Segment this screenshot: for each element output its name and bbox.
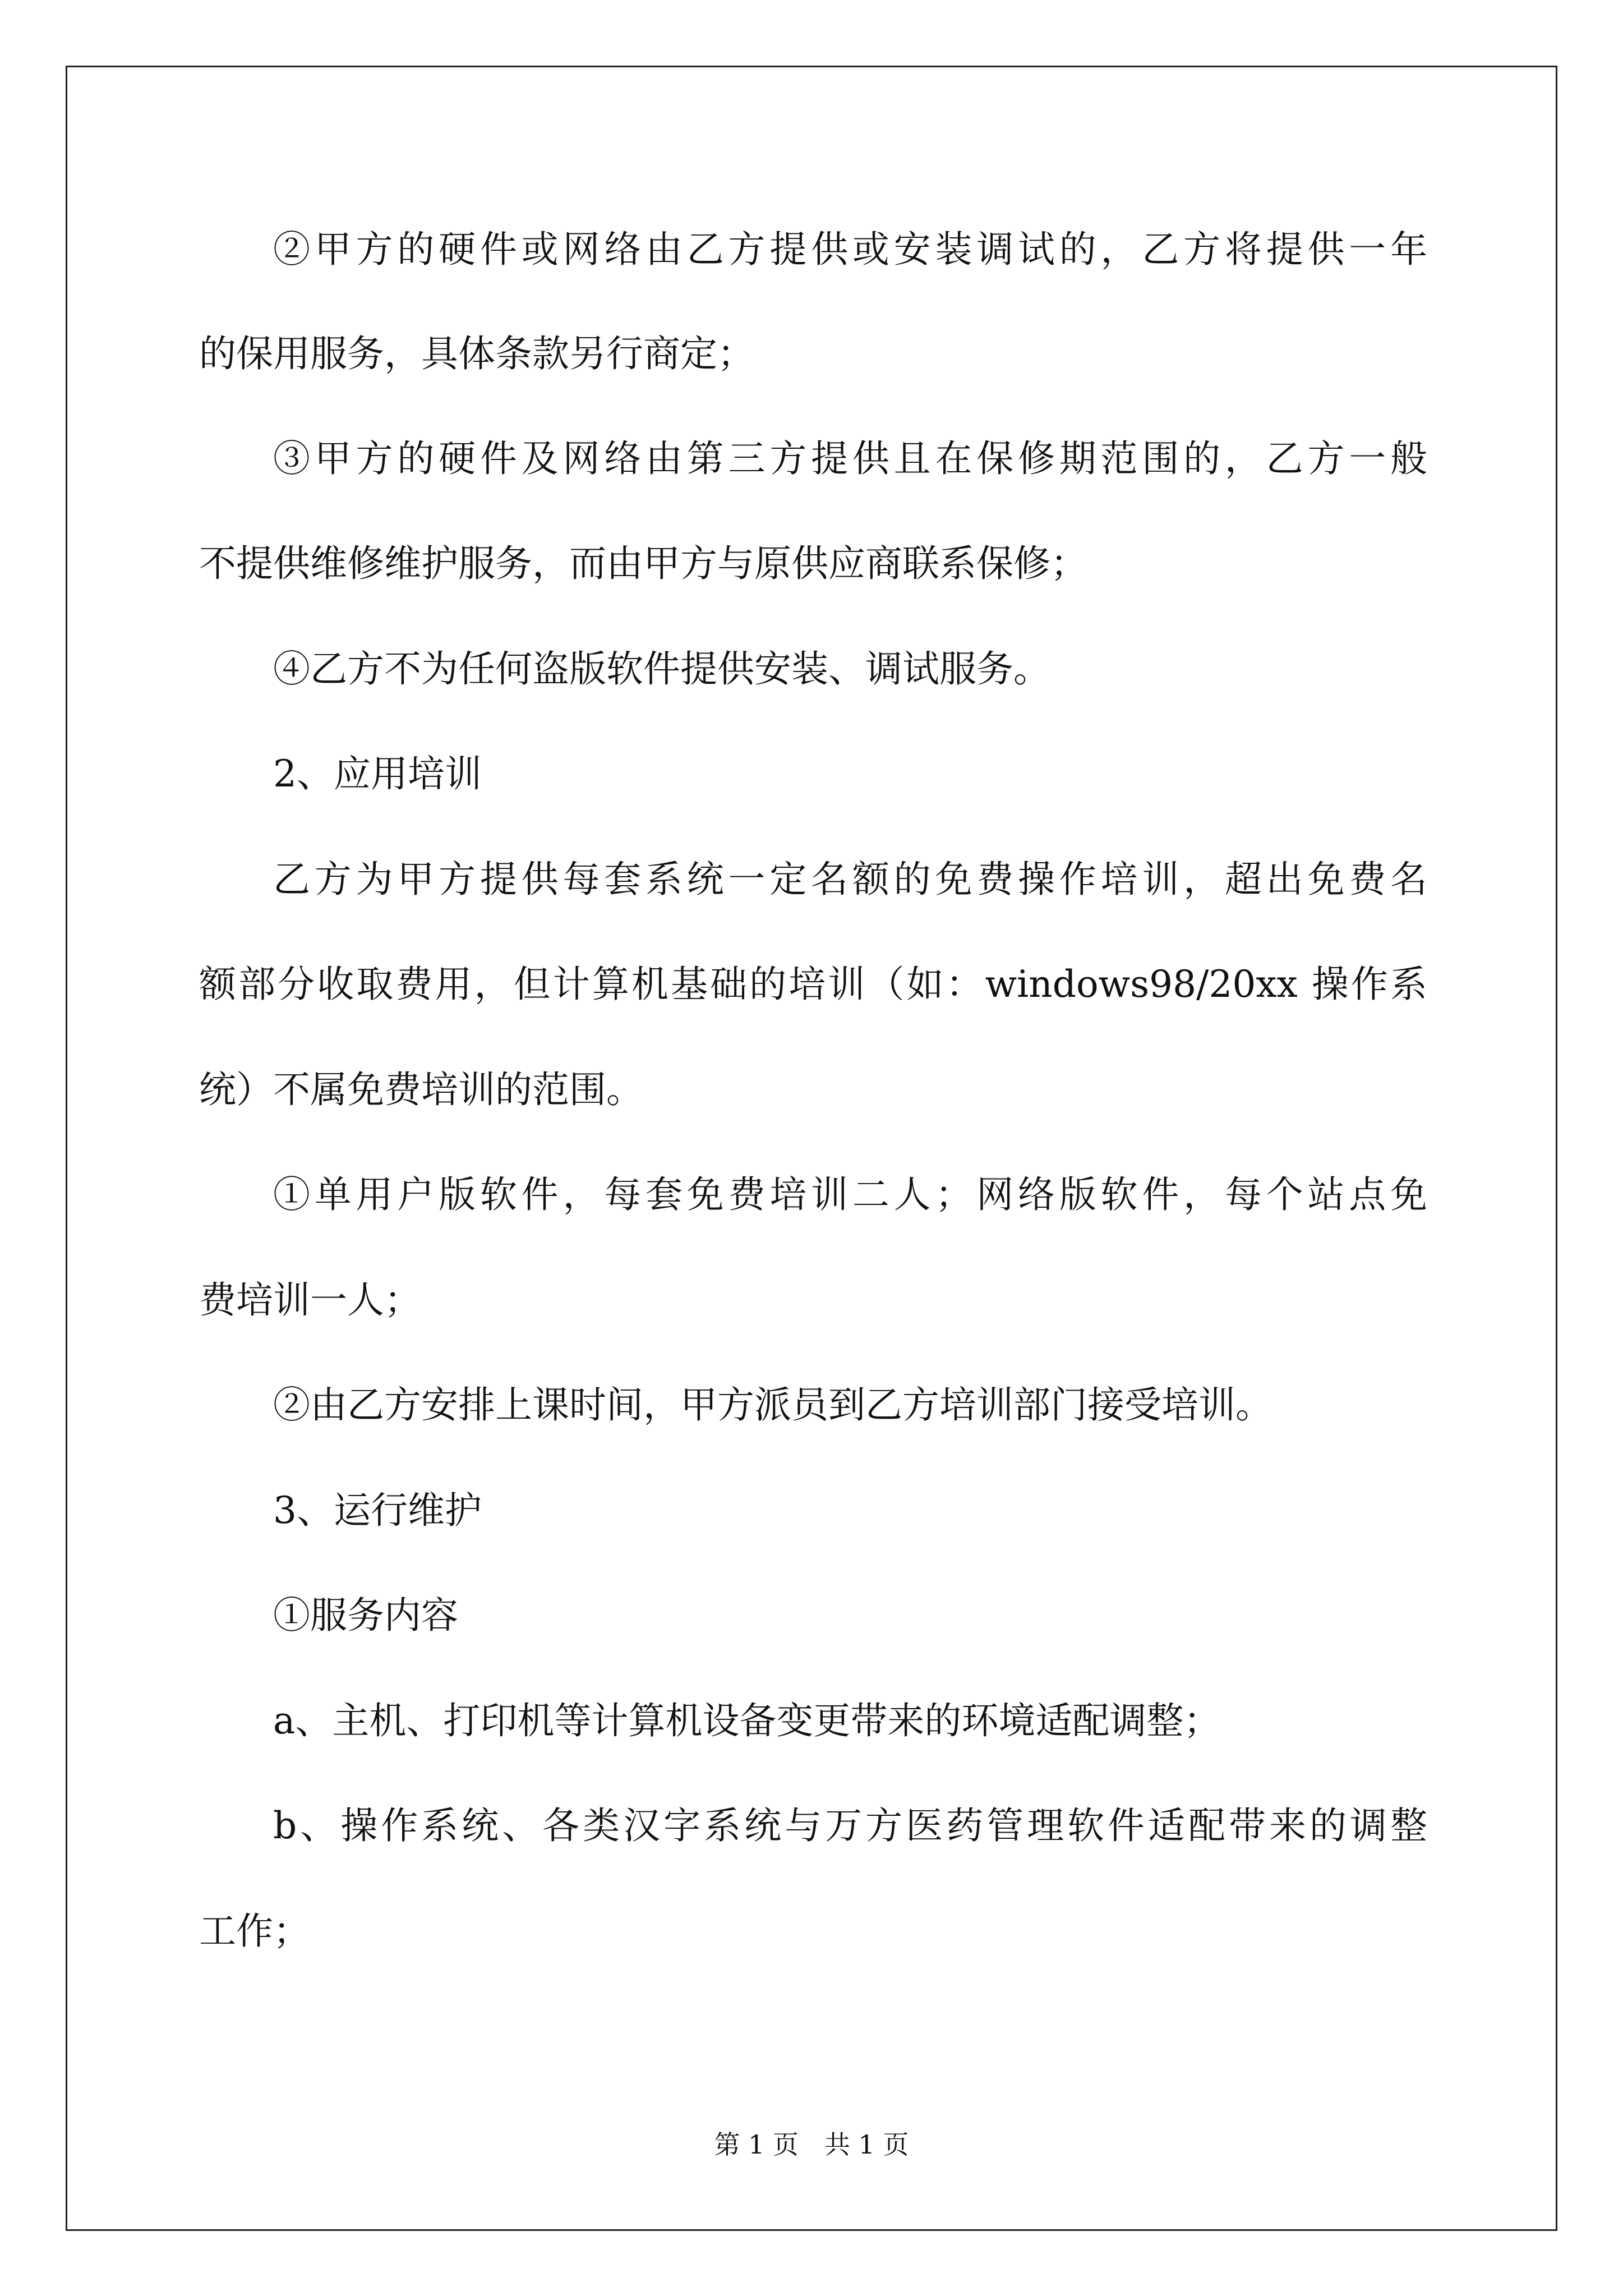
- text-line: 费培训一人；: [199, 1278, 421, 1322]
- text-line: ②由乙方安排上课时间，甲方派员到乙方培训部门接受培训。: [273, 1383, 1272, 1427]
- page-border: [66, 66, 1557, 2231]
- text-line: 工作；: [199, 1910, 310, 1953]
- text-line: 乙方为甲方提供每套系统一定名额的免费操作培训，超出免费名: [273, 858, 1427, 901]
- text-line: ④乙方不为任何盗版软件提供安装、调试服务。: [273, 647, 1050, 691]
- text-line: a、主机、打印机等计算机设备变更带来的环境适配调整；: [273, 1699, 1221, 1742]
- text-line: 不提供维修维护服务，而由甲方与原供应商联系保修；: [199, 542, 1087, 585]
- text-line: 的保用服务，具体条款另行商定；: [199, 332, 754, 375]
- text-line: 统）不属免费培训的范围。: [199, 1068, 643, 1111]
- text-line: ③甲方的硬件及网络由第三方提供且在保修期范围的，乙方一般: [273, 437, 1427, 480]
- text-line: ②甲方的硬件或网络由乙方提供或安装调试的，乙方将提供一年: [273, 228, 1427, 271]
- text-line: ①单用户版软件，每套免费培训二人；网络版软件，每个站点免: [273, 1173, 1427, 1216]
- page-number: 第 1 页 共 1 页: [714, 2129, 909, 2160]
- subsection-heading: ①服务内容: [273, 1594, 458, 1637]
- text-line: 额部分收取费用，但计算机基础的培训（如：windows98/20xx 操作系: [199, 963, 1427, 1006]
- text-line: b、操作系统、各类汉字系统与万方医药管理软件适配带来的调整: [273, 1804, 1427, 1847]
- section-heading: 2、应用培训: [273, 752, 482, 795]
- section-heading: 3、运行维护: [273, 1489, 482, 1532]
